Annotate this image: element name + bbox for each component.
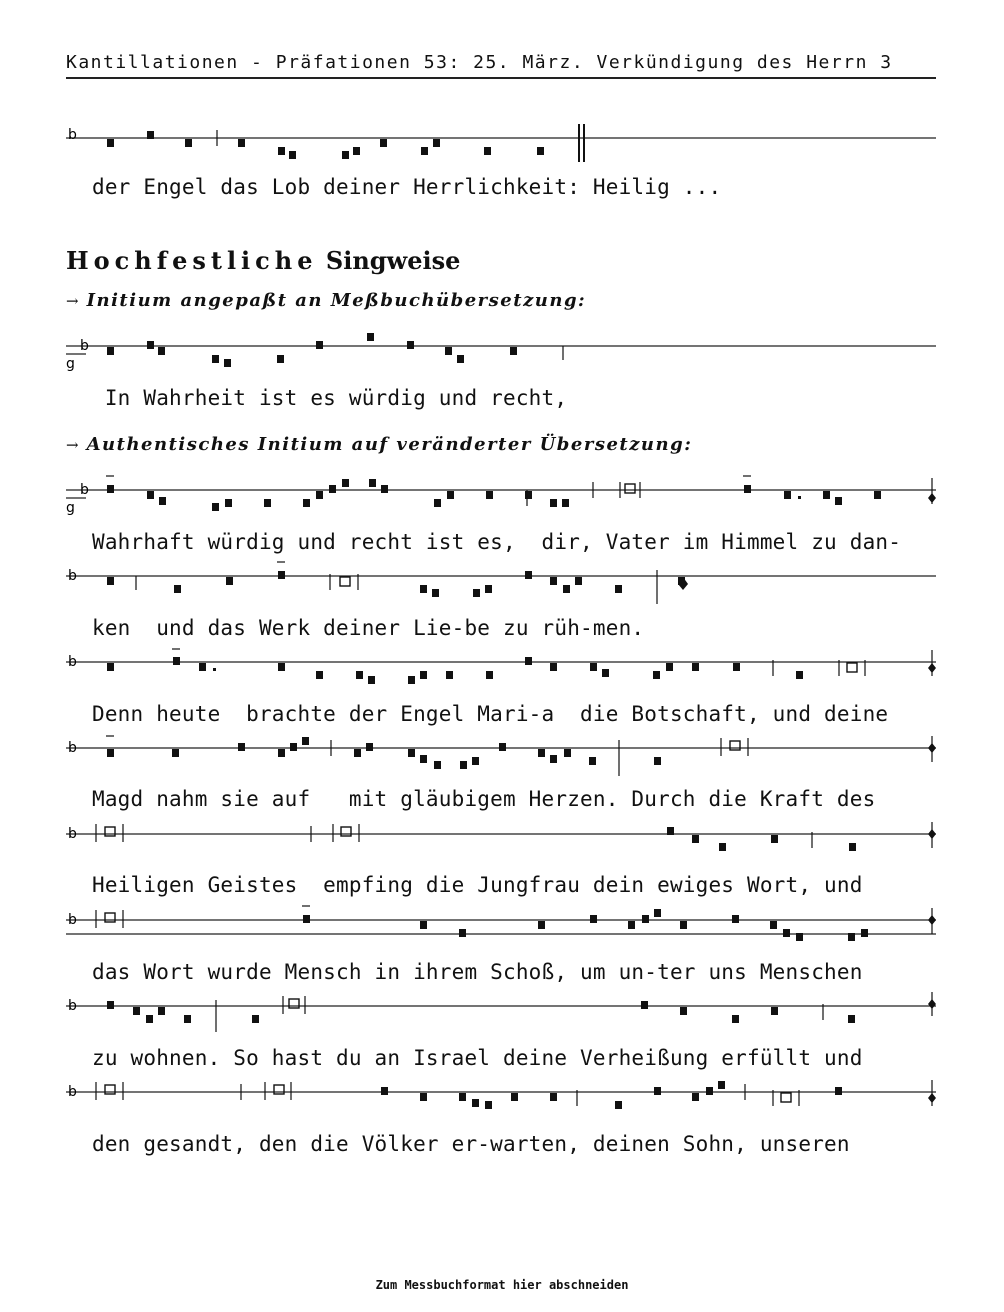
neumes	[96, 906, 936, 941]
lyric-line: Denn heute brachte der Engel Mari-a die Botschaft, und deine	[92, 702, 889, 726]
neumes	[107, 992, 936, 1032]
neumes	[107, 562, 688, 604]
staff-notation	[66, 646, 936, 686]
chant-staff	[66, 560, 936, 600]
rubric-text: Authentisches Initium auf veränderter Übersetzung:	[86, 434, 693, 455]
staff-notation	[66, 122, 936, 162]
rubric	[66, 290, 586, 311]
staff-notation	[66, 330, 936, 370]
flat-clef: b	[68, 826, 77, 842]
lyric-line: das Wort wurde Mensch in ihrem Schoß, um un-ter uns Menschen	[92, 960, 863, 984]
section-heading	[66, 246, 460, 275]
arrow-icon: →	[66, 292, 79, 310]
lyric-line: ken und das Werk deiner Lie-be zu rüh-men.	[92, 616, 645, 640]
neumes	[107, 333, 563, 367]
flat-clef: b	[68, 1084, 77, 1100]
chant-staff	[66, 904, 936, 944]
lyric-line: den gesandt, den die Völker er-warten, deinen Sohn, unseren	[92, 1132, 850, 1156]
chant-staff	[66, 474, 936, 514]
chant-staff	[66, 122, 936, 162]
lyric-line: zu wohnen. So hast du an Israel deine Verheißung erfüllt und	[92, 1046, 863, 1070]
staff-notation	[66, 732, 936, 772]
flat-clef: b	[68, 127, 77, 143]
chant-staff	[66, 646, 936, 686]
staff-notation	[66, 990, 936, 1030]
staff-notation	[66, 1076, 936, 1116]
flat-clef: b	[68, 912, 77, 928]
rubric-text: Initium angepaßt an Meßbuchübersetzung:	[86, 290, 587, 311]
rubric	[66, 434, 692, 455]
header-rule	[66, 77, 936, 79]
flat-clef: b	[68, 740, 77, 756]
flat-clef: b	[68, 654, 77, 670]
chant-staff	[66, 1076, 936, 1116]
heading-word: Singweise	[325, 246, 461, 275]
lyric-line: Wahrhaft würdig und recht ist es, dir, Vater im Himmel zu dan-	[92, 530, 902, 554]
neumes	[107, 649, 936, 684]
staff-notation	[66, 474, 936, 514]
neumes	[107, 124, 585, 162]
heading-word: Hochfestliche	[66, 246, 318, 275]
flat-clef: b	[68, 568, 77, 584]
g-clef: g	[66, 356, 75, 372]
neumes	[96, 822, 936, 851]
chant-staff	[66, 732, 936, 772]
page-footer: Zum Messbuchformat hier abschneiden	[375, 1278, 629, 1292]
lyric-line: der Engel das Lob deiner Herrlichkeit: Heilig ...	[92, 175, 722, 199]
flat-clef: b	[80, 482, 89, 498]
neumes	[106, 736, 936, 776]
staff-notation	[66, 818, 936, 858]
neumes	[106, 476, 936, 511]
staff-notation	[66, 560, 936, 600]
g-clef: g	[66, 500, 75, 516]
chant-staff	[66, 990, 936, 1030]
chant-staff	[66, 330, 936, 370]
flat-clef: b	[68, 998, 77, 1014]
flat-clef: b	[80, 338, 89, 354]
chant-staff	[66, 818, 936, 858]
page-header: Kantillationen - Präfationen 53: 25. März. Verkündigung des Herrn 3	[66, 52, 893, 73]
lyric-line: In Wahrheit ist es würdig und recht,	[92, 386, 568, 410]
lyric-line: Magd nahm sie auf mit gläubigem Herzen. Durch die Kraft des	[92, 787, 876, 811]
arrow-icon: →	[66, 436, 79, 454]
staff-notation	[66, 904, 936, 944]
lyric-line: Heiligen Geistes empfing die Jungfrau dein ewiges Wort, und	[92, 873, 863, 897]
neumes	[96, 1080, 936, 1109]
